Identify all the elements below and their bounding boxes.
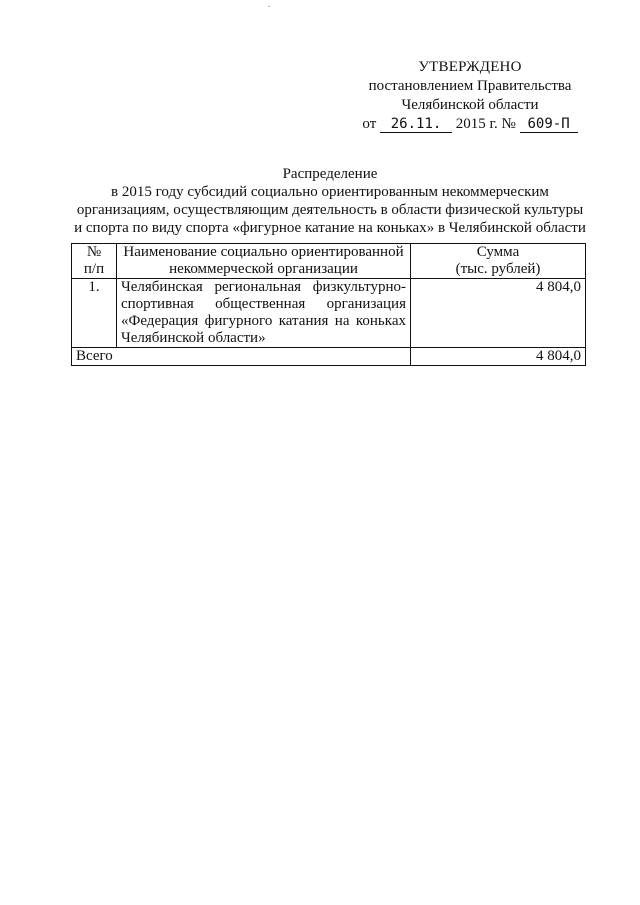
header-num — [72, 244, 117, 279]
approval-line-1: постановлением Правительства — [368, 78, 572, 94]
total-label: Всего — [72, 348, 411, 366]
approval-line-2: Челябинской области — [401, 97, 539, 113]
approval-title: УТВЕРЖДЕНО — [418, 59, 522, 75]
header-name-line-2: некоммерческой организации — [169, 261, 358, 277]
header-sum — [411, 244, 586, 279]
total-sum: 4 804,0 — [411, 348, 586, 366]
header-num-line-2: п/п — [83, 261, 105, 277]
heading-line-4: и спорта по виду спорта «фигурное катание на коньках» в Челябинской области — [74, 220, 586, 236]
row-num: 1. — [72, 279, 117, 348]
heading-line-2: в 2015 году субсидий социально ориентированным некоммерческим — [111, 184, 549, 200]
scan-speck — [268, 6, 270, 7]
approval-number: 609-П — [520, 117, 578, 133]
row-name: Челябинская региональная физкультурно-спортивная общественная организация «Федерация фигурного катания на коньках Челябинской области» — [117, 279, 411, 348]
approval-year: 2015 г. № — [455, 116, 516, 132]
header-num-line-1: № — [86, 244, 102, 260]
approval-prefix: от — [362, 116, 377, 132]
distribution-table — [71, 243, 586, 366]
header-name — [117, 244, 411, 279]
header-sum-line-2: (тыс. рублей) — [455, 261, 541, 277]
approval-block — [355, 58, 585, 134]
table-total-row — [72, 348, 586, 366]
heading-line-1: Распределение — [282, 166, 378, 182]
table-row — [72, 279, 586, 348]
document-heading — [70, 165, 590, 237]
approval-date-line — [355, 115, 585, 134]
row-sum: 4 804,0 — [411, 279, 586, 348]
header-name-line-1: Наименование социально ориентированной — [123, 244, 404, 260]
table-header-row — [72, 244, 586, 279]
heading-line-3: организациям, осуществляющим деятельность в области физической культуры — [76, 202, 584, 218]
header-sum-line-1: Сумма — [476, 244, 520, 260]
approval-date: 26.11. — [380, 117, 452, 133]
